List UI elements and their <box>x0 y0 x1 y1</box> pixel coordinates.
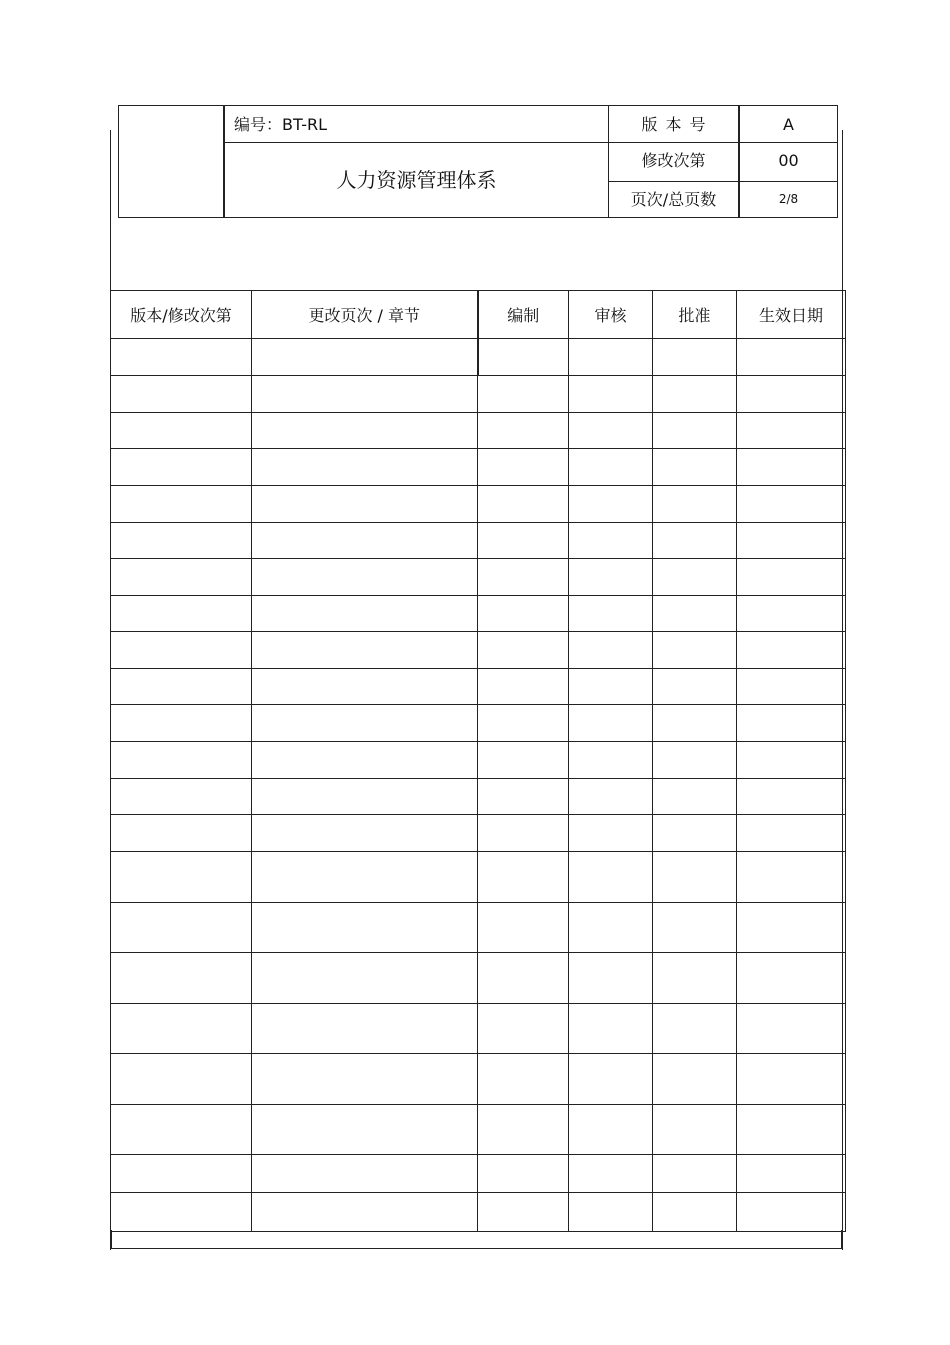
table-cell <box>737 1004 846 1054</box>
table-cell <box>252 596 478 632</box>
table-cell <box>111 376 252 413</box>
table-cell <box>478 815 569 852</box>
table-cell <box>737 1193 846 1232</box>
table-cell <box>653 596 737 632</box>
table-cell <box>478 779 569 815</box>
table-cell <box>478 1054 569 1105</box>
table-cell <box>653 903 737 953</box>
table-cell <box>569 1193 653 1232</box>
col-version: 版本/修改次第 <box>111 291 252 339</box>
table-cell <box>111 1054 252 1105</box>
table-row <box>111 632 846 669</box>
table-cell <box>478 376 569 413</box>
table-cell <box>252 903 478 953</box>
table-cell <box>252 523 478 559</box>
table-cell <box>111 815 252 852</box>
table-cell <box>111 1004 252 1054</box>
table-row <box>111 742 846 779</box>
table-cell <box>653 1004 737 1054</box>
table-cell <box>569 1105 653 1155</box>
table-cell <box>653 779 737 815</box>
table-cell <box>111 852 252 903</box>
table-row <box>111 559 846 596</box>
table-cell <box>478 742 569 779</box>
header-label-column <box>608 106 740 217</box>
table-cell <box>737 486 846 523</box>
table-cell <box>252 486 478 523</box>
col-prepared: 编制 <box>478 291 569 339</box>
table-cell <box>111 903 252 953</box>
table-cell <box>737 376 846 413</box>
revision-label: 修改次第 <box>609 143 738 182</box>
table-row <box>111 669 846 705</box>
revision-table-body <box>111 339 846 1232</box>
col-effective-date: 生效日期 <box>737 291 846 339</box>
table-row <box>111 449 846 486</box>
table-cell <box>569 903 653 953</box>
table-header-row <box>111 291 846 339</box>
table-cell <box>737 742 846 779</box>
table-row <box>111 376 846 413</box>
table-cell <box>478 705 569 742</box>
table-cell <box>252 376 478 413</box>
table-cell <box>111 742 252 779</box>
table-cell <box>252 413 478 449</box>
table-cell <box>478 1193 569 1232</box>
table-cell <box>737 669 846 705</box>
table-cell <box>569 815 653 852</box>
table-cell <box>111 486 252 523</box>
table-cell <box>252 449 478 486</box>
table-cell <box>252 953 478 1004</box>
table-cell <box>252 815 478 852</box>
table-cell <box>478 449 569 486</box>
col-approved: 批准 <box>653 291 737 339</box>
table-cell <box>252 1054 478 1105</box>
table-cell <box>653 742 737 779</box>
table-row <box>111 486 846 523</box>
table-cell <box>737 1155 846 1193</box>
table-cell <box>653 376 737 413</box>
table-cell <box>737 705 846 742</box>
table-cell <box>111 705 252 742</box>
table-cell <box>653 632 737 669</box>
table-cell <box>653 815 737 852</box>
table-cell <box>653 1105 737 1155</box>
table-cell <box>737 632 846 669</box>
table-cell <box>111 596 252 632</box>
logo-cell <box>119 106 225 217</box>
table-cell <box>252 632 478 669</box>
table-cell <box>569 852 653 903</box>
version-value: A <box>740 106 837 143</box>
table-cell <box>478 852 569 903</box>
table-cell <box>569 742 653 779</box>
table-cell <box>737 953 846 1004</box>
table-cell <box>653 852 737 903</box>
table-row <box>111 523 846 559</box>
table-cell <box>111 779 252 815</box>
table-cell <box>252 742 478 779</box>
table-row <box>111 339 846 376</box>
table-cell <box>111 413 252 449</box>
table-cell <box>252 1004 478 1054</box>
table-cell <box>569 669 653 705</box>
table-row <box>111 779 846 815</box>
table-cell <box>111 1193 252 1232</box>
table-cell <box>569 559 653 596</box>
table-cell <box>737 523 846 559</box>
revision-value: 00 <box>740 143 837 182</box>
table-cell <box>478 1004 569 1054</box>
table-cell <box>737 559 846 596</box>
table-cell <box>653 486 737 523</box>
table-cell <box>111 339 252 376</box>
version-label: 版本号 <box>609 106 738 143</box>
table-cell <box>569 705 653 742</box>
table-cell <box>252 852 478 903</box>
table-cell <box>569 523 653 559</box>
page-footer-box <box>111 1230 842 1249</box>
table-cell <box>653 449 737 486</box>
table-cell <box>569 486 653 523</box>
table-cell <box>252 779 478 815</box>
table-cell <box>569 449 653 486</box>
col-pages: 更改页次 / 章节 <box>252 291 478 339</box>
table-cell <box>252 559 478 596</box>
table-cell <box>653 339 737 376</box>
table-cell <box>569 1004 653 1054</box>
table-cell <box>569 1054 653 1105</box>
table-cell <box>252 1105 478 1155</box>
table-cell <box>478 413 569 449</box>
table-cell <box>111 1155 252 1193</box>
col-reviewed: 审核 <box>569 291 653 339</box>
table-cell <box>478 1155 569 1193</box>
table-cell <box>653 559 737 596</box>
table-row <box>111 852 846 903</box>
table-cell <box>478 486 569 523</box>
page-count-label: 页次/总页数 <box>630 190 717 209</box>
table-cell <box>111 632 252 669</box>
table-cell <box>478 523 569 559</box>
table-cell <box>737 449 846 486</box>
table-cell <box>478 669 569 705</box>
table-cell <box>478 632 569 669</box>
table-cell <box>478 953 569 1004</box>
table-cell <box>737 596 846 632</box>
table-cell <box>653 705 737 742</box>
revision-table <box>110 290 846 1232</box>
table-cell <box>653 523 737 559</box>
header-value-column <box>740 106 837 217</box>
table-cell <box>653 413 737 449</box>
table-cell <box>478 339 569 376</box>
table-cell <box>252 669 478 705</box>
document-header <box>118 105 838 218</box>
table-cell <box>737 815 846 852</box>
document-code: 编号：BT-RL <box>225 106 608 143</box>
table-cell <box>569 1155 653 1193</box>
table-row <box>111 705 846 742</box>
table-cell <box>569 596 653 632</box>
page-count-value: 2/8 <box>778 192 799 206</box>
table-cell <box>653 1193 737 1232</box>
table-row <box>111 1155 846 1193</box>
table-cell <box>252 1193 478 1232</box>
table-row <box>111 1004 846 1054</box>
table-cell <box>569 413 653 449</box>
table-cell <box>737 413 846 449</box>
table-cell <box>252 339 478 376</box>
table-row <box>111 596 846 632</box>
table-cell <box>478 596 569 632</box>
table-row <box>111 953 846 1004</box>
table-cell <box>653 669 737 705</box>
table-cell <box>737 339 846 376</box>
table-cell <box>478 1105 569 1155</box>
table-row <box>111 1054 846 1105</box>
table-cell <box>252 705 478 742</box>
table-cell <box>569 779 653 815</box>
table-row <box>111 413 846 449</box>
table-cell <box>569 376 653 413</box>
table-cell <box>653 1155 737 1193</box>
table-cell <box>737 852 846 903</box>
table-row <box>111 903 846 953</box>
table-cell <box>737 1105 846 1155</box>
table-cell <box>111 1105 252 1155</box>
table-cell <box>111 669 252 705</box>
table-cell <box>111 559 252 596</box>
table-cell <box>252 1155 478 1193</box>
table-cell <box>111 953 252 1004</box>
table-cell <box>111 449 252 486</box>
table-cell <box>569 953 653 1004</box>
table-cell <box>653 1054 737 1105</box>
table-cell <box>737 779 846 815</box>
table-cell <box>737 903 846 953</box>
table-row <box>111 1193 846 1232</box>
document-title: 人力资源管理体系 <box>336 168 497 192</box>
table-row <box>111 815 846 852</box>
table-cell <box>478 559 569 596</box>
table-cell <box>737 1054 846 1105</box>
table-cell <box>111 523 252 559</box>
table-cell <box>569 339 653 376</box>
table-cell <box>653 953 737 1004</box>
table-cell <box>569 632 653 669</box>
table-row <box>111 1105 846 1155</box>
table-cell <box>478 903 569 953</box>
